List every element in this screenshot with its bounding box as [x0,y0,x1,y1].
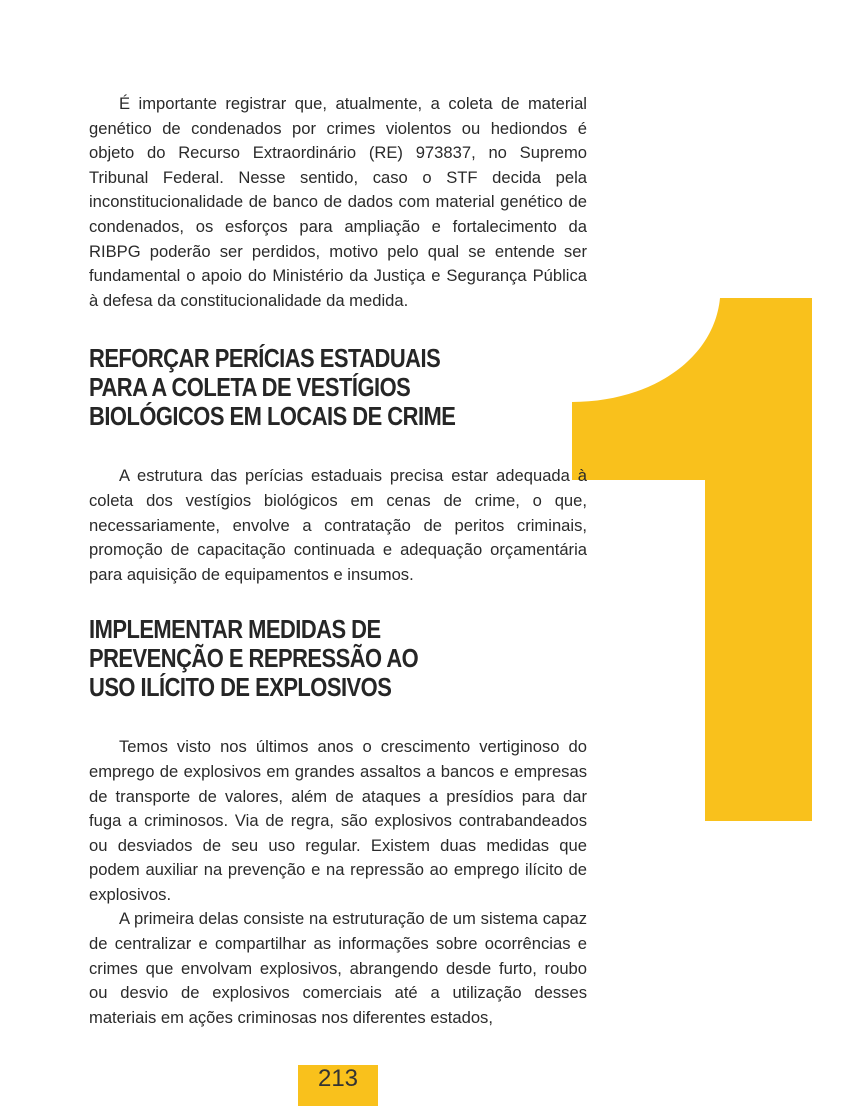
heading-line: PREVENÇÃO E REPRESSÃO AO [89,645,419,674]
page-number-badge [298,1065,378,1106]
heading-explosives [89,616,571,703]
heading-line: IMPLEMENTAR MEDIDAS DE [89,616,381,645]
paragraph-dna-collection: É importante registrar que, atualmente, a coleta de material genético de condenados por crimes violentos ou hediondos é objeto do Recurso Extraordinário (RE) 973837, no Supremo Tribunal Federal. Nesse sentido, caso o STF decida pela inconstitucionalidade de banco de dados com material genético de condenados, os esforços para ampliação e fortalecimento da RIBPG poderão ser perdidos, motivo pelo qual se entende ser fundamental o apoio do Ministério da Justiça e Segurança Pública à defesa da constitucionalidade da medida. [89,94,587,310]
paragraph-forensics-structure: A estrutura das perícias estaduais precisa estar adequada à coleta dos vestígios biológicos em cenas de crime, o que, necessariamente, envolve a contratação de peritos criminais, promoção de capacitação continuada e adequação orçamentária para aquisição de equipamentos e insumos. [89,466,587,584]
heading-state-forensics [89,345,571,432]
heading-line: REFORÇAR PERÍCIAS ESTADUAIS [89,345,441,374]
number-one-shape [572,298,812,821]
heading-line: PARA A COLETA DE VESTÍGIOS [89,374,411,403]
main-content [89,92,587,1030]
paragraph-explosives-growth: Temos visto nos últimos anos o crescimento vertiginoso do emprego de explosivos em grandes assaltos a bancos e empresas de transporte de valores, além de ataques a presídios para dar fuga a criminosos. Via de regra, são explosivos contrabandeados ou desviados de seu uso regular. Existem duas medidas que podem auxiliar na prevenção e na repressão ao emprego ilícito de explosivos. [89,737,587,904]
heading-line: BIOLÓGICOS EM LOCAIS DE CRIME [89,403,456,432]
paragraph-explosives-system: A primeira delas consiste na estruturação de um sistema capaz de centralizar e compartilhar as informações sobre ocorrências e crimes que envolvam explosivos, abrangendo desde furto, roubo ou desvio de explosivos comerciais até a utilização desses materiais em ações criminosas nos diferentes estados, [89,909,587,1027]
page-number: 213 [317,1065,359,1092]
heading-line: USO ILÍCITO DE EXPLOSIVOS [89,674,392,703]
